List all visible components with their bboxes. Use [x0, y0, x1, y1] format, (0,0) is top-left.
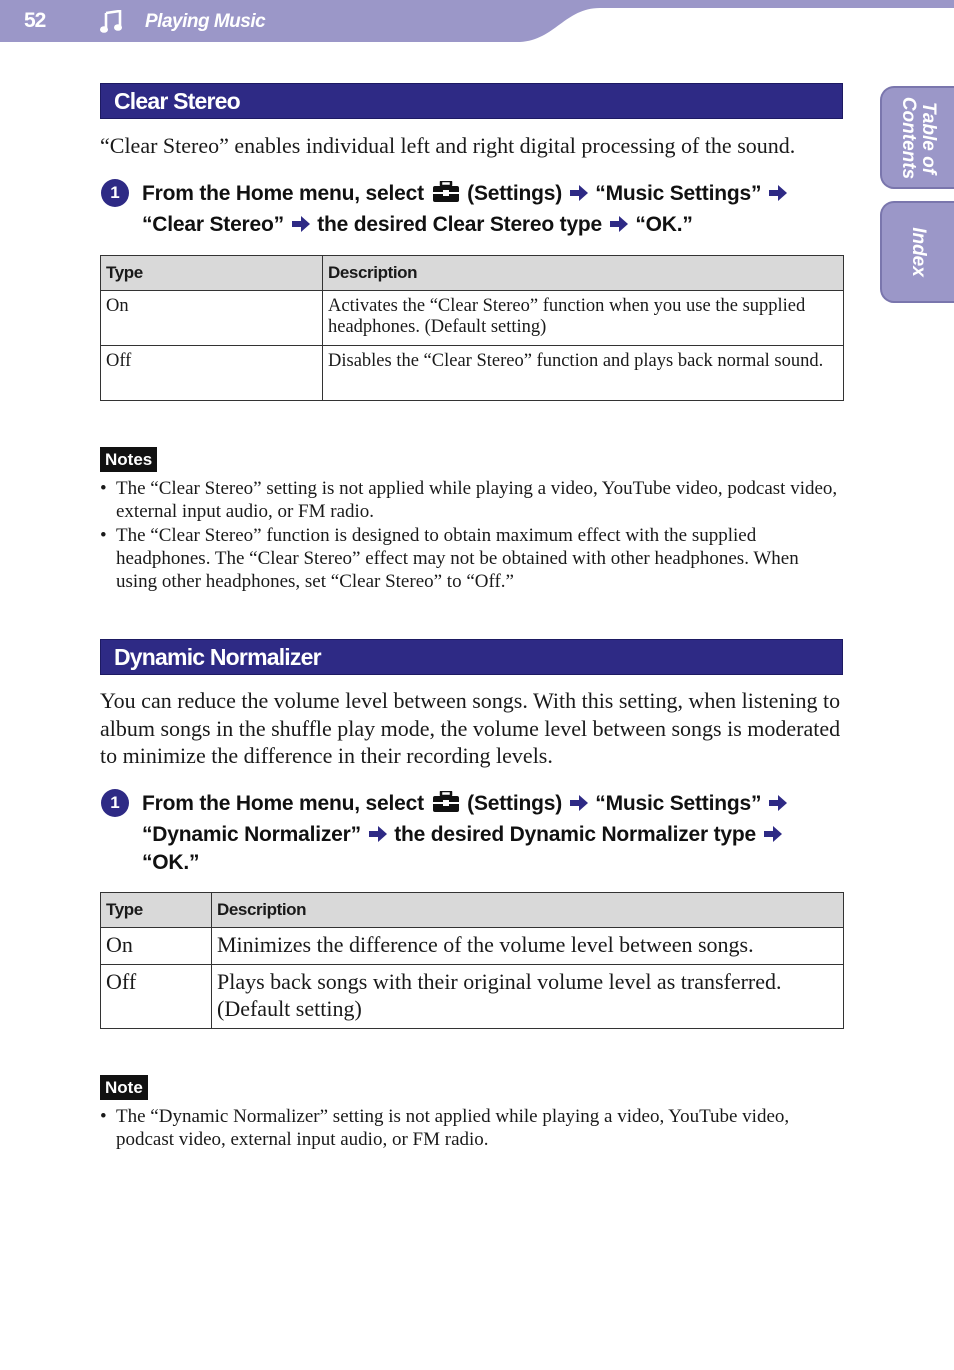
table-header-cell: Description: [323, 256, 844, 291]
step-text-part: “Dynamic Normalizer”: [142, 822, 361, 846]
table-cell: On: [101, 291, 323, 346]
dynamic-normalizer-table: [100, 892, 844, 1029]
arrow-right-icon: [570, 791, 588, 819]
arrow-right-icon: [769, 181, 787, 209]
table-header-row: [101, 256, 844, 291]
clear-stereo-notes: [100, 477, 840, 593]
step-text-part: “Music Settings”: [595, 182, 762, 205]
step-text-part: “OK.”: [635, 212, 693, 236]
notes-label: Notes: [100, 447, 157, 472]
arrow-right-icon: [769, 791, 787, 819]
table-header-cell: Type: [101, 256, 323, 291]
page-number: 52: [24, 9, 46, 32]
step-text-part: “OK.”: [142, 851, 200, 874]
page-header: [0, 0, 954, 42]
list-item: • The “Clear Stereo” setting is not applied while playing a video, YouTube video, podcast video, external input audio, or FM radio.: [100, 477, 840, 524]
arrow-right-icon: [610, 212, 628, 240]
table-cell: On: [101, 928, 212, 965]
step-text-part: (Settings): [467, 182, 562, 205]
arrow-right-icon: [369, 822, 387, 850]
dynamic-normalizer-notes: [100, 1105, 840, 1152]
list-item: • The “Clear Stereo” function is designed to obtain maximum effect with the supplied headphones. The “Clear Stereo” effect may not be obtained with other headphones. When using other headphones, set “Clear Stereo” to “Off.”: [100, 524, 840, 594]
dynamic-normalizer-intro: You can reduce the volume level between songs. With this setting, when listening to album songs in the shuffle play mode, the volume level between songs is moderated to minimize the difference in their recording levels.: [100, 688, 841, 768]
table-row: [101, 346, 844, 401]
clear-stereo-title-bar: [100, 83, 843, 119]
arrow-right-icon: [570, 181, 588, 209]
header-band: [0, 0, 954, 42]
table-row: [101, 928, 844, 965]
step-text-part: “Clear Stereo”: [142, 212, 284, 236]
index-tab[interactable]: [880, 201, 954, 303]
table-header-cell: Type: [101, 893, 212, 928]
clear-stereo-step: [142, 180, 842, 239]
step-text-part: From the Home menu, select: [142, 182, 424, 205]
step-text-part: (Settings): [467, 792, 562, 815]
step-number: 1: [101, 179, 129, 207]
step-text-part: From the Home menu, select: [142, 792, 424, 815]
table-row: [101, 965, 844, 1029]
tab-label-index: Index: [908, 227, 929, 277]
note-label: Note: [100, 1075, 148, 1100]
section-title: Dynamic Normalizer: [114, 644, 321, 670]
step-text-part: the desired Clear Stereo type: [317, 212, 603, 236]
list-item: • The “Dynamic Normalizer” setting is not applied while playing a video, YouTube video, podcast video, external input audio, or FM radio.: [100, 1105, 840, 1152]
section-title: Clear Stereo: [114, 88, 240, 114]
clear-stereo-table: [100, 255, 844, 401]
step-number: 1: [101, 789, 129, 817]
clear-stereo-intro: “Clear Stereo” enables individual left and right digital processing of the sound.: [100, 133, 796, 158]
table-cell: Minimizes the difference of the volume level between songs.: [212, 928, 844, 965]
dynamic-normalizer-step: [142, 790, 842, 877]
settings-toolbox-icon: [432, 791, 460, 821]
arrow-right-icon: [764, 822, 782, 850]
dynamic-normalizer-title-bar: [100, 639, 843, 675]
table-cell: Off: [101, 965, 212, 1029]
table-cell: Off: [101, 346, 323, 401]
table-header-cell: Description: [212, 893, 844, 928]
table-cell: Plays back songs with their original volume level as transferred. (Default setting): [212, 965, 844, 1029]
tab-label-toc: Table of Contents: [898, 96, 939, 179]
section-label: Playing Music: [145, 11, 266, 32]
step-text-part: the desired Dynamic Normalizer type: [394, 822, 756, 846]
table-cell: Activates the “Clear Stereo” function when you use the supplied headphones. (Default setting): [323, 291, 844, 346]
settings-toolbox-icon: [432, 181, 460, 211]
arrow-right-icon: [292, 212, 310, 240]
table-of-contents-tab[interactable]: [880, 86, 954, 189]
step-text-part: “Music Settings”: [595, 792, 762, 815]
table-row: [101, 291, 844, 346]
table-cell: Disables the “Clear Stereo” function and plays back normal sound.: [323, 346, 844, 401]
table-header-row: [101, 893, 844, 928]
